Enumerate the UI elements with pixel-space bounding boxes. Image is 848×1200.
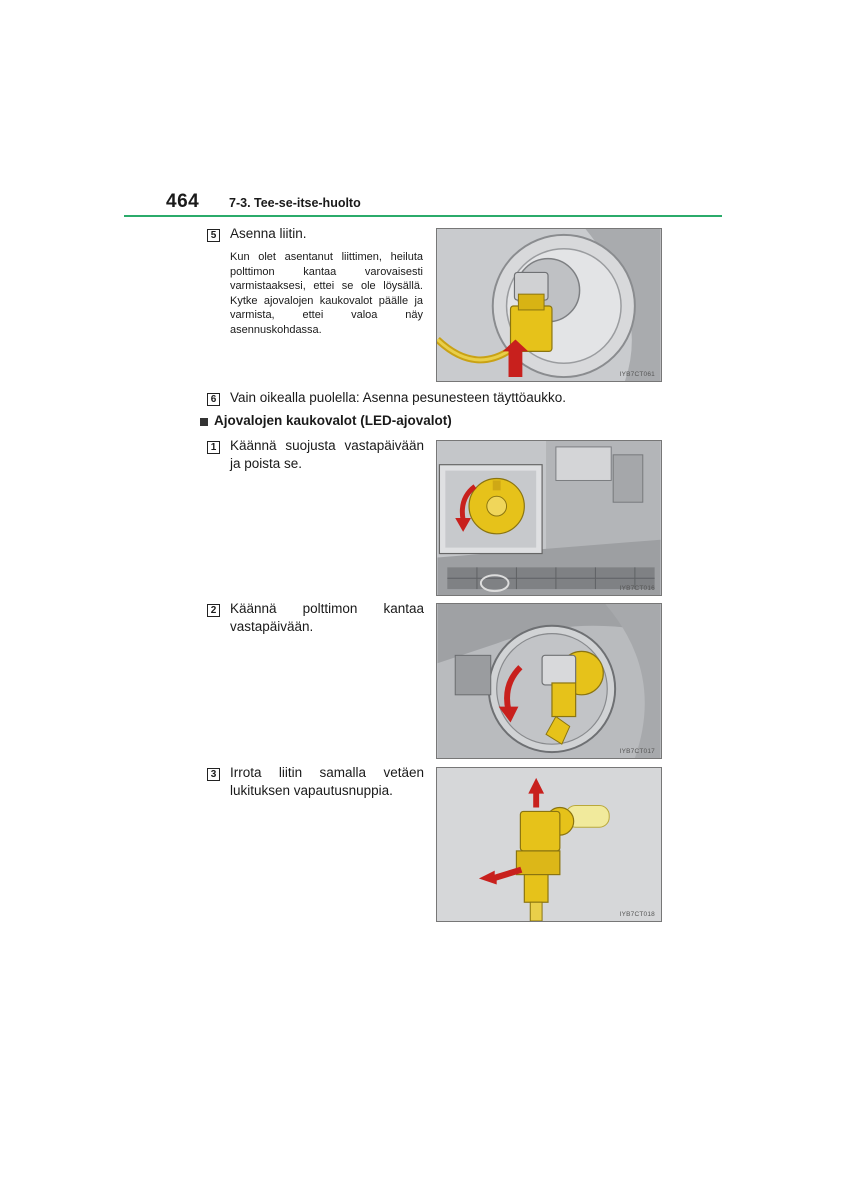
remove-cover-illustration <box>437 441 661 595</box>
figure-code: IYB7CT018 <box>619 911 655 918</box>
figure-code: IYB7CT017 <box>619 748 655 755</box>
led-step-1-text: Käännä suojusta vastapäivään ja poista se. <box>230 438 424 471</box>
led-step-3-number: 3 <box>207 768 220 781</box>
figure-code: IYB7CT016 <box>619 585 655 592</box>
figure-remove-cover <box>436 440 662 596</box>
step-5-note: Kun olet asentanut liittimen, heiluta polttimon kantaa varovaisesti varmistaaksesi, ettei se ole löysällä. Kytke ajovalojen kaukovalot päälle ja varmista, ettei valoa näy asennuskohdassa. <box>230 251 423 336</box>
header-rule <box>124 215 722 217</box>
figure-code: IYB7CT061 <box>619 371 655 378</box>
figure-install-connector <box>436 228 662 382</box>
led-step-3-text: Irrota liitin samalla vetäen lukituksen vapautusnuppia. <box>230 765 424 798</box>
figure-disconnect-connector <box>436 767 662 922</box>
led-step-1-number: 1 <box>207 441 220 454</box>
page-number: 464 <box>166 191 200 212</box>
step-6-number: 6 <box>207 393 220 406</box>
section-title: 7-3. Tee-se-itse-huolto <box>229 196 361 210</box>
install-connector-illustration <box>437 229 661 381</box>
led-section-heading: Ajovalojen kaukovalot (LED-ajovalot) <box>214 413 452 428</box>
step-6-text: Vain oikealla puolella: Asenna pesunesteen täyttöaukko. <box>230 390 566 405</box>
led-step-2-number: 2 <box>207 604 220 617</box>
square-bullet-icon <box>200 418 208 426</box>
step-5-number: 5 <box>207 229 220 242</box>
step-5-title: Asenna liitin. <box>230 226 307 241</box>
figure-turn-bulb-base <box>436 603 662 759</box>
turn-bulb-base-illustration <box>437 604 661 758</box>
disconnect-connector-illustration <box>437 768 661 921</box>
led-step-2-text: Käännä polttimon kantaa vastapäivään. <box>230 601 424 634</box>
